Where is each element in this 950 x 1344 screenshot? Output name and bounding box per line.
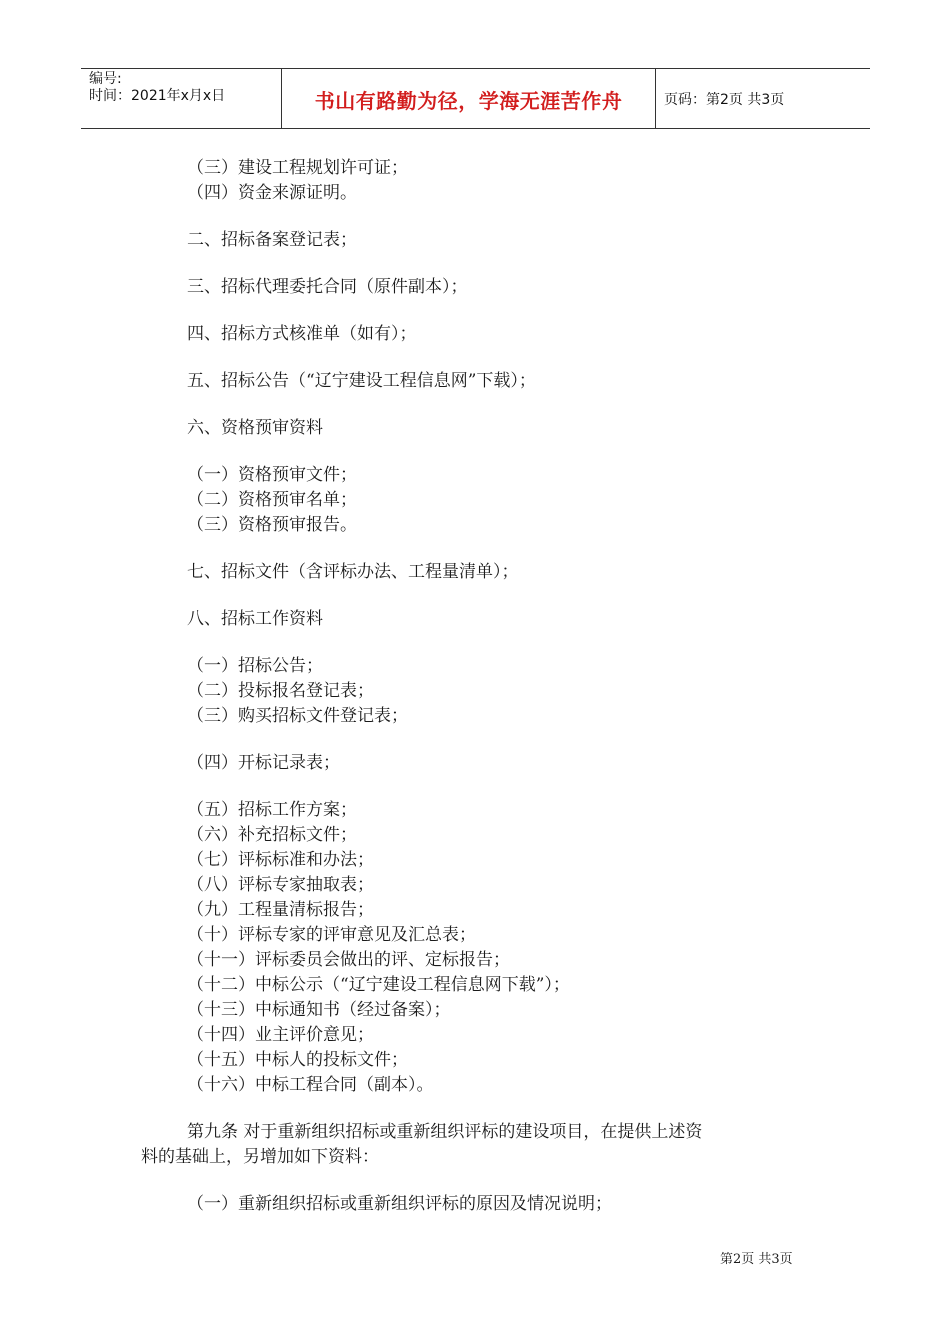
page-footer: 第2页 共3页 <box>720 1252 793 1267</box>
list-item: （八）评标专家抽取表； <box>187 875 374 895</box>
section-item: 八、招标工作资料 <box>187 609 323 629</box>
list-item: （十一）评标委员会做出的评、定标报告； <box>187 950 510 970</box>
list-item: （一）重新组织招标或重新组织评标的原因及情况说明； <box>187 1194 612 1214</box>
section-item: 六、资格预审资料 <box>187 418 323 438</box>
header-meta <box>89 71 279 105</box>
list-item: （六）补充招标文件； <box>187 825 357 845</box>
list-item: （十）评标专家的评审意见及汇总表； <box>187 925 476 945</box>
list-item: （十二）中标公示（“辽宁建设工程信息网下载”）； <box>187 975 570 995</box>
list-item: （九）工程量清标报告； <box>187 900 374 920</box>
list-item: （二）资格预审名单； <box>187 490 357 510</box>
header-motto: 书山有路勤为径，学海无涯苦作舟 <box>314 88 623 113</box>
list-item: （十六）中标工程合同（副本）。 <box>187 1075 434 1095</box>
section-item: 五、招标公告（“辽宁建设工程信息网”下载）； <box>187 371 536 391</box>
header-divider <box>655 69 656 129</box>
list-item: （十五）中标人的投标文件； <box>187 1050 408 1070</box>
document-number-label: 编号: <box>89 71 122 87</box>
document-time-label: 时间：2021年x月x日 <box>89 88 226 104</box>
page-header <box>81 68 870 129</box>
section-item: 七、招标文件（含评标办法、工程量清单）； <box>187 562 519 582</box>
section-item: 四、招标方式核准单（如有）； <box>187 324 417 344</box>
list-item: （十三）中标通知书（经过备案）； <box>187 1000 451 1020</box>
list-item: （一）资格预审文件； <box>187 465 357 485</box>
list-item: （一）招标公告； <box>187 656 323 676</box>
list-item: （十四）业主评价意见； <box>187 1025 374 1045</box>
paragraph-line: 料的基础上，另增加如下资料： <box>141 1147 379 1167</box>
list-item: （三）购买招标文件登记表； <box>187 706 408 726</box>
list-item: （二）投标报名登记表； <box>187 681 374 701</box>
header-page-number: 页码：第2页 共3页 <box>664 92 785 108</box>
list-item: （三）资格预审报告。 <box>187 515 357 535</box>
list-item: （五）招标工作方案； <box>187 800 357 820</box>
list-item: （七）评标标准和办法； <box>187 850 374 870</box>
section-item: 二、招标备案登记表； <box>187 230 357 250</box>
list-item: （四）开标记录表； <box>187 753 340 773</box>
list-item: （三）建设工程规划许可证； <box>187 158 408 178</box>
paragraph-line: 第九条 对于重新组织招标或重新组织评标的建设项目，在提供上述资 <box>187 1122 703 1142</box>
section-item: 三、招标代理委托合同（原件副本）； <box>187 277 468 297</box>
list-item: （四）资金来源证明。 <box>187 183 357 203</box>
